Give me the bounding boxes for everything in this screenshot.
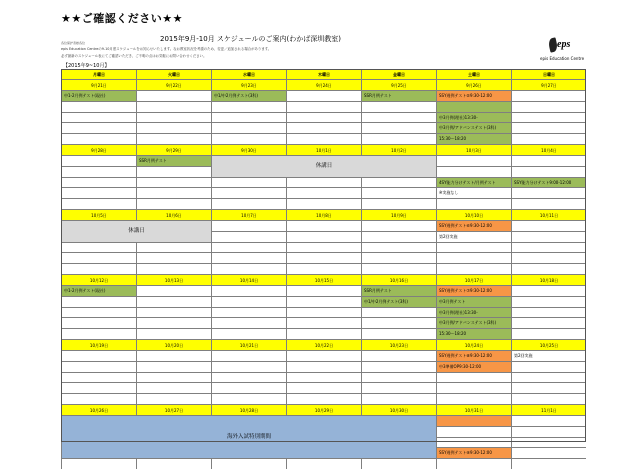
empty-slot — [511, 372, 586, 383]
empty-slot — [211, 285, 286, 296]
empty-slot — [511, 101, 586, 112]
date-cell: 10月17日 — [436, 274, 511, 285]
empty-slot — [211, 317, 286, 328]
schedule-event: 15:30～18:20 — [436, 328, 511, 339]
schedule-event: 第2回実施 — [436, 231, 511, 242]
empty-slot — [511, 252, 586, 263]
date-cell: 9月22日 — [136, 79, 211, 90]
empty-slot — [136, 393, 211, 404]
empty-slot — [511, 296, 586, 307]
empty-slot — [286, 393, 361, 404]
empty-slot — [61, 187, 136, 198]
empty-slot — [286, 328, 361, 339]
date-cell: 10月31日 — [436, 404, 511, 415]
empty-slot — [211, 198, 286, 209]
notice-line-1: epis Education Centreの9-10月度スケジュールをお知らせいたします。なお教室状況を考慮のため、変更／追加される場合があります。 — [61, 47, 272, 51]
empty-slot — [286, 198, 361, 209]
school-logo — [540, 36, 585, 61]
logo-mark-icon — [547, 36, 573, 54]
empty-slot — [286, 101, 361, 112]
date-cell: 10月11日 — [511, 209, 586, 220]
schedule-event — [436, 101, 511, 112]
empty-slot — [211, 263, 286, 274]
schedule-event: 中3月例/アドバンステスト(3科) — [436, 122, 511, 133]
empty-slot — [286, 252, 361, 263]
empty-slot — [136, 458, 211, 469]
empty-slot — [61, 458, 136, 469]
empty-slot — [136, 166, 211, 177]
empty-slot — [211, 177, 286, 188]
date-cell: 10月19日 — [61, 339, 136, 350]
empty-slot — [211, 122, 286, 133]
empty-slot — [211, 231, 286, 242]
empty-slot — [286, 382, 361, 393]
empty-slot — [211, 382, 286, 393]
empty-slot — [136, 101, 211, 112]
empty-slot — [436, 382, 511, 393]
empty-slot — [136, 90, 211, 101]
schedule-event: 中1/中2月例テスト(3科) — [211, 90, 286, 101]
empty-slot — [136, 242, 211, 253]
empty-slot — [511, 187, 586, 198]
empty-slot — [511, 263, 586, 274]
empty-slot — [286, 187, 361, 198]
empty-slot — [511, 166, 586, 177]
logo-caption: epis Education Centre — [540, 56, 585, 61]
empty-slot — [286, 177, 361, 188]
schedule-event: 中1-2月例テスト(現社) — [61, 285, 136, 296]
empty-slot — [361, 252, 436, 263]
empty-slot — [511, 328, 586, 339]
empty-slot — [211, 187, 286, 198]
empty-slot — [511, 458, 586, 469]
date-cell: 10月18日 — [511, 274, 586, 285]
date-cell: 9月30日 — [211, 144, 286, 155]
empty-slot — [286, 317, 361, 328]
date-cell: 10月21日 — [211, 339, 286, 350]
empty-slot — [61, 101, 136, 112]
schedule-event: 中3月例テスト — [436, 296, 511, 307]
empty-slot — [511, 285, 586, 296]
schedule-event: 中1/中2月例テスト(3科) — [361, 296, 436, 307]
empty-slot — [361, 101, 436, 112]
empty-slot — [436, 393, 511, 404]
schedule-event: SSY週例テスト⑨9:30-12:00 — [436, 447, 511, 458]
empty-slot — [361, 220, 436, 231]
empty-slot — [61, 372, 136, 383]
date-cell: 10月28日 — [211, 404, 286, 415]
empty-slot — [511, 437, 586, 448]
empty-slot — [511, 112, 586, 123]
empty-slot — [61, 112, 136, 123]
empty-slot — [61, 166, 136, 177]
date-cell: 10月4日 — [511, 144, 586, 155]
empty-slot — [361, 458, 436, 469]
date-cell: 10月24日 — [436, 339, 511, 350]
empty-slot — [61, 155, 136, 166]
merged-period-block: 海外入試特別期間 — [61, 415, 436, 458]
empty-slot — [136, 263, 211, 274]
empty-slot — [286, 458, 361, 469]
schedule-event: SSY週例テスト⑥9:30-12:00 — [436, 220, 511, 231]
merged-period-block: 休講日 — [211, 155, 436, 177]
empty-slot — [136, 112, 211, 123]
schedule-event: SSR月例テスト — [136, 155, 211, 166]
empty-slot — [361, 187, 436, 198]
date-cell: 10月3日 — [436, 144, 511, 155]
empty-slot — [511, 393, 586, 404]
schedule-event: SSY週例テスト⑦9:30-12:00 — [436, 285, 511, 296]
empty-slot — [136, 382, 211, 393]
date-cell: 10月20日 — [136, 339, 211, 350]
empty-slot — [211, 350, 286, 361]
empty-slot — [361, 307, 436, 318]
date-cell: 10月9日 — [361, 209, 436, 220]
empty-slot — [511, 426, 586, 437]
empty-slot — [61, 296, 136, 307]
date-cell: 9月21日 — [61, 79, 136, 90]
empty-slot — [61, 382, 136, 393]
empty-slot — [211, 458, 286, 469]
empty-slot — [286, 220, 361, 231]
empty-slot — [136, 177, 211, 188]
empty-slot — [61, 307, 136, 318]
date-cell: 10月26日 — [61, 404, 136, 415]
empty-slot — [61, 252, 136, 263]
empty-slot — [511, 133, 586, 144]
schedule-event: 第2回実施 — [511, 350, 586, 361]
schedule-event: SSY能力分けテスト9:00-12:00 — [511, 177, 586, 188]
empty-slot — [61, 122, 136, 133]
empty-slot — [511, 361, 586, 372]
empty-slot — [361, 382, 436, 393]
date-cell: 10月12日 — [61, 274, 136, 285]
empty-slot — [361, 361, 436, 372]
empty-slot — [61, 242, 136, 253]
date-cell: 10月7日 — [211, 209, 286, 220]
empty-slot — [211, 112, 286, 123]
empty-slot — [136, 372, 211, 383]
date-cell: 10月30日 — [361, 404, 436, 415]
date-cell: 10月16日 — [361, 274, 436, 285]
empty-slot — [361, 242, 436, 253]
date-cell: 9月29日 — [136, 144, 211, 155]
date-cell: 10月5日 — [61, 209, 136, 220]
weekday-header: 金曜日 — [361, 69, 436, 79]
empty-slot — [436, 458, 511, 469]
empty-slot — [211, 242, 286, 253]
notice-greeting: 各位保护者様各位 — [61, 41, 86, 45]
schedule-event: 中3月例(理社)13:30- — [436, 112, 511, 123]
date-cell: 10月27日 — [136, 404, 211, 415]
empty-slot — [211, 393, 286, 404]
date-cell: 10月10日 — [436, 209, 511, 220]
empty-slot — [136, 317, 211, 328]
empty-slot — [511, 155, 586, 166]
empty-slot — [511, 317, 586, 328]
schedule-event: SSY週例テスト⑤9:30-12:00 — [436, 90, 511, 101]
empty-slot — [211, 328, 286, 339]
empty-slot — [361, 231, 436, 242]
date-cell: 10月23日 — [361, 339, 436, 350]
empty-slot — [361, 133, 436, 144]
empty-slot — [286, 350, 361, 361]
empty-slot — [511, 231, 586, 242]
date-cell: 10月6日 — [136, 209, 211, 220]
schedule-calendar — [61, 69, 586, 456]
empty-slot — [286, 296, 361, 307]
date-cell: 9月25日 — [361, 79, 436, 90]
empty-slot — [511, 382, 586, 393]
date-cell: 10月22日 — [286, 339, 361, 350]
logo-text: eps — [557, 39, 571, 50]
empty-slot — [286, 372, 361, 383]
empty-slot — [511, 122, 586, 133]
period-label: 【2015年9~10月】 — [63, 63, 110, 69]
weekday-header: 水曜日 — [211, 69, 286, 79]
empty-slot — [136, 198, 211, 209]
empty-slot — [136, 122, 211, 133]
empty-slot — [361, 393, 436, 404]
empty-slot — [136, 285, 211, 296]
date-cell: 10月13日 — [136, 274, 211, 285]
empty-slot — [511, 242, 586, 253]
empty-slot — [61, 361, 136, 372]
empty-slot — [211, 101, 286, 112]
empty-slot — [136, 133, 211, 144]
merged-period-block: 休講日 — [61, 220, 211, 242]
empty-slot — [286, 242, 361, 253]
empty-slot — [61, 393, 136, 404]
empty-slot — [61, 133, 136, 144]
date-cell: 10月15日 — [286, 274, 361, 285]
empty-slot — [436, 372, 511, 383]
empty-slot — [286, 285, 361, 296]
empty-slot — [361, 263, 436, 274]
date-cell: 9月27日 — [511, 79, 586, 90]
empty-slot — [211, 133, 286, 144]
empty-slot — [361, 328, 436, 339]
empty-slot — [511, 198, 586, 209]
empty-slot — [286, 112, 361, 123]
empty-slot — [286, 133, 361, 144]
page-heading: ★★ご確認ください★★ — [61, 12, 183, 25]
empty-slot — [436, 426, 511, 437]
empty-slot — [286, 307, 361, 318]
empty-slot — [361, 177, 436, 188]
schedule-event: 4SY能力分けテスト/月例テスト — [436, 177, 511, 188]
empty-slot — [211, 307, 286, 318]
weekday-header: 火曜日 — [136, 69, 211, 79]
schedule-event: ※実施なし — [436, 187, 511, 198]
schedule-event: SSR月例テスト — [361, 285, 436, 296]
weekday-header: 日曜日 — [511, 69, 586, 79]
date-cell: 9月26日 — [436, 79, 511, 90]
empty-slot — [286, 231, 361, 242]
empty-slot — [361, 122, 436, 133]
empty-slot — [211, 252, 286, 263]
schedule-event: 中1-2月例テスト(現社) — [61, 90, 136, 101]
empty-slot — [436, 166, 511, 177]
empty-slot — [211, 372, 286, 383]
empty-slot — [61, 177, 136, 188]
empty-slot — [511, 220, 586, 231]
empty-slot — [511, 307, 586, 318]
empty-slot — [211, 361, 286, 372]
date-cell: 9月24日 — [286, 79, 361, 90]
schedule-event: 中3月例(理社)13:30- — [436, 307, 511, 318]
empty-slot — [286, 361, 361, 372]
empty-slot — [61, 350, 136, 361]
empty-slot — [136, 187, 211, 198]
notice-line-2: 必ず最新のスケジュール表にてご確認いただき、ご不明の点はお気軽にお問い合わせください。 — [61, 54, 207, 58]
date-cell: 9月23日 — [211, 79, 286, 90]
weekday-header: 土曜日 — [436, 69, 511, 79]
empty-slot — [286, 263, 361, 274]
weekday-header: 木曜日 — [286, 69, 361, 79]
date-cell: 10月2日 — [361, 144, 436, 155]
empty-slot — [61, 328, 136, 339]
date-cell: 9月28日 — [61, 144, 136, 155]
empty-slot — [211, 220, 286, 231]
date-cell: 10月25日 — [511, 339, 586, 350]
schedule-event: 15:30～18:20 — [436, 133, 511, 144]
empty-slot — [436, 242, 511, 253]
empty-slot — [361, 198, 436, 209]
empty-slot — [286, 90, 361, 101]
empty-slot — [361, 372, 436, 383]
schedule-event: SSY週例テスト⑧9:30-12:00 — [436, 350, 511, 361]
schedule-event: 中3準備OP9:30-12:00 — [436, 361, 511, 372]
date-cell: 11月1日 — [511, 404, 586, 415]
empty-slot — [211, 296, 286, 307]
empty-slot — [511, 90, 586, 101]
empty-slot — [361, 112, 436, 123]
date-cell: 10月29日 — [286, 404, 361, 415]
empty-slot — [61, 198, 136, 209]
empty-slot — [61, 317, 136, 328]
empty-slot — [136, 361, 211, 372]
empty-slot — [136, 328, 211, 339]
empty-slot — [361, 350, 436, 361]
empty-slot — [436, 198, 511, 209]
empty-slot — [361, 317, 436, 328]
empty-slot — [436, 263, 511, 274]
empty-slot — [136, 252, 211, 263]
empty-slot — [61, 263, 136, 274]
weekday-header: 月曜日 — [61, 69, 136, 79]
empty-slot — [136, 296, 211, 307]
empty-slot — [436, 437, 511, 448]
date-cell: 10月8日 — [286, 209, 361, 220]
empty-slot — [136, 307, 211, 318]
schedule-event — [436, 415, 511, 426]
empty-slot — [511, 415, 586, 426]
schedule-event: 中3月例/アドバンステスト(3科) — [436, 317, 511, 328]
empty-slot — [436, 252, 511, 263]
date-cell: 10月1日 — [286, 144, 361, 155]
schedule-event: SSR月例テスト — [361, 90, 436, 101]
empty-slot — [436, 155, 511, 166]
schedule-title: 2015年9月-10月 スケジュールのご案内(わかば深圳教室) — [160, 35, 341, 43]
date-cell: 10月14日 — [211, 274, 286, 285]
empty-slot — [286, 122, 361, 133]
empty-slot — [136, 350, 211, 361]
